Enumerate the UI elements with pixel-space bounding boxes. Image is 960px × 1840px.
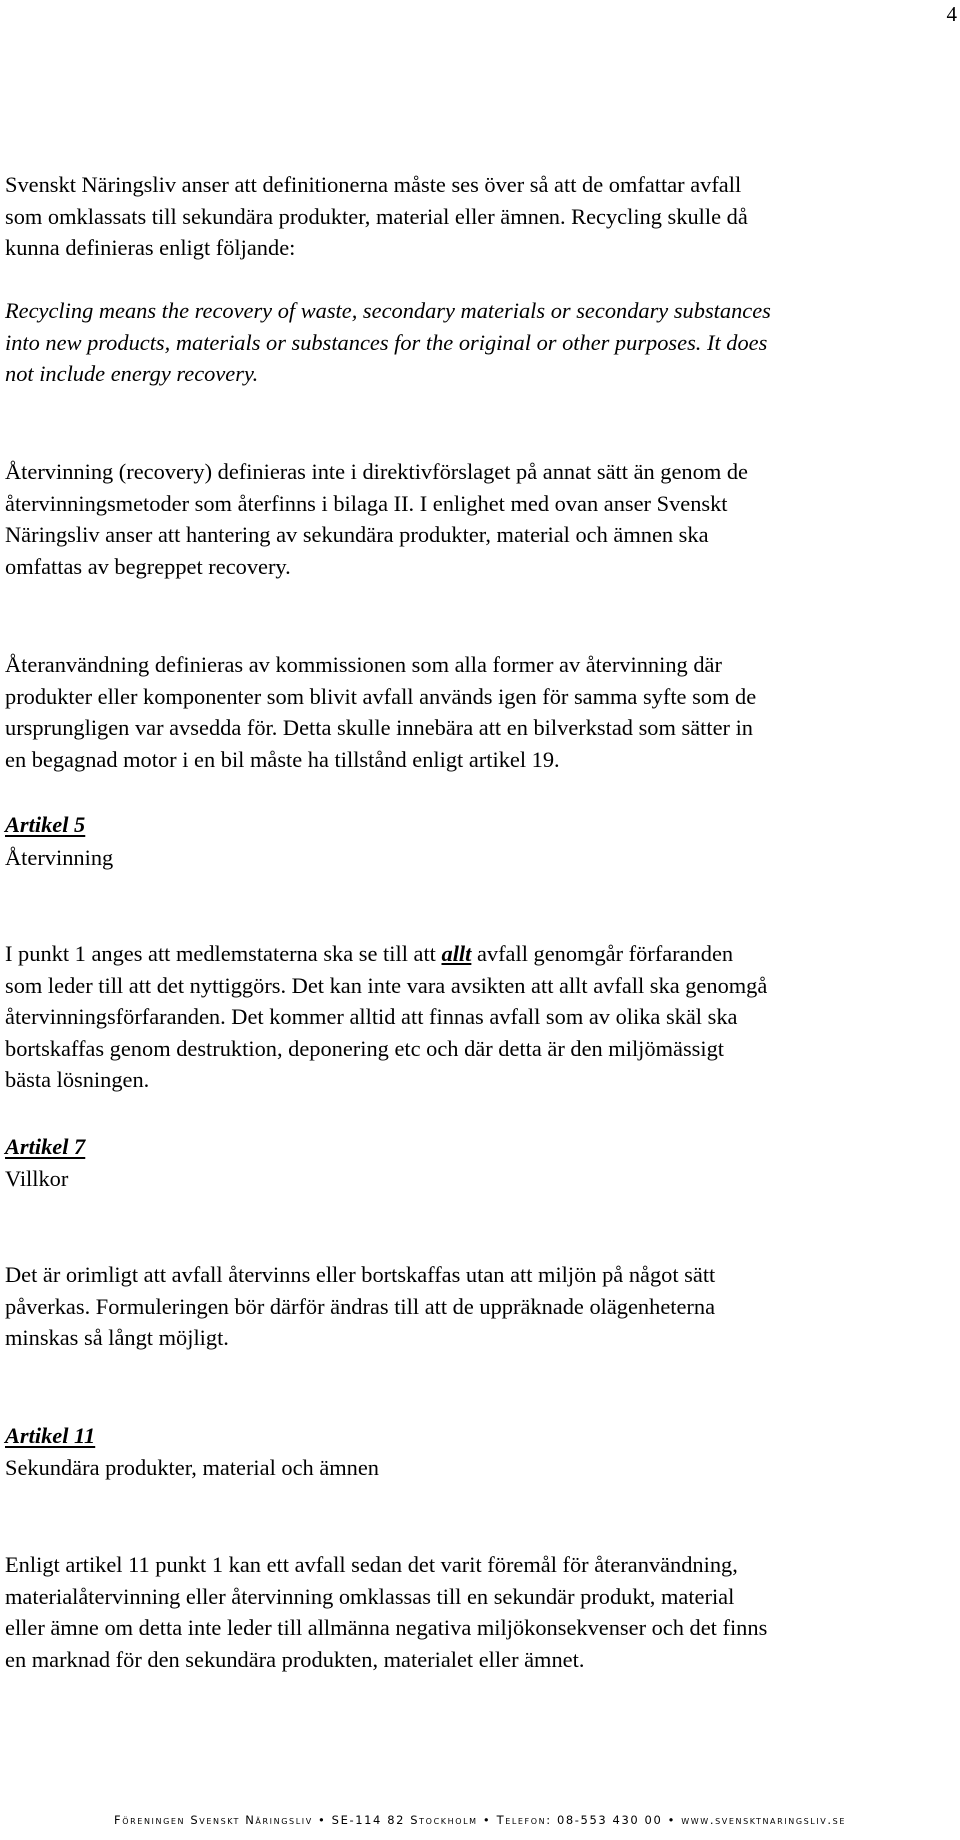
text-line: bortskaffas genom destruktion, deponering etc och där detta är den miljömässigt: [5, 1035, 725, 1061]
article-5-heading: Artikel 5: [5, 812, 86, 837]
paragraph-reuse: [5, 649, 953, 775]
text-line: omfattas av begreppet recovery.: [5, 553, 291, 579]
text-line: Svenskt Näringsliv anser att definitionerna måste ses över så att de omfattar avfall: [5, 172, 742, 197]
paragraph-article-5: [5, 938, 953, 1096]
article-7-heading: Artikel 7: [5, 1134, 86, 1159]
text-line: Det är orimligt att avfall återvinns eller bortskaffas utan att miljön på något sätt: [5, 1262, 716, 1287]
text-line: Recycling means the recovery of waste, secondary materials or secondary substances: [5, 298, 771, 323]
paragraph-recycling-definition: [5, 295, 953, 390]
paragraph-recovery: [5, 456, 953, 582]
article-5-subheading: Återvinning: [5, 845, 114, 870]
text-line: bästa lösningen.: [5, 1067, 150, 1092]
text-span: avfall genomgår förfaranden: [471, 941, 734, 966]
text-line: not include energy recovery.: [5, 361, 259, 386]
text-line: Återvinning (recovery) definieras inte i direktivförslaget på annat sätt än genom de: [5, 459, 748, 484]
text-line: påverkas. Formuleringen bör därför ändras till att de uppräknade olägenheterna: [5, 1293, 716, 1319]
text-line: produkter eller komponenter som blivit avfall används igen för samma syfte som de: [5, 683, 757, 709]
text-line: återvinningsförfaranden. Det kommer alltid att finnas avfall som av olika skäl ska: [5, 1004, 738, 1029]
page-footer: Föreningen Svenskt Näringsliv • SE-114 82 Stockholm • Telefon: 08-553 430 00 • www.svensktnaringsliv.se: [114, 1813, 846, 1827]
text-line: minskas så långt möjligt.: [5, 1325, 229, 1350]
text-line: en marknad för den sekundära produkten, materialet eller ämnet.: [5, 1646, 585, 1672]
paragraph-intro: [5, 169, 953, 264]
text-line: ursprungligen var avsedda för. Detta skulle innebära att en bilverkstad som sätter in: [5, 715, 753, 740]
article-11-subheading: Sekundära produkter, material och ämnen: [5, 1455, 380, 1480]
text-span: I punkt 1 anges att medlemstaterna ska se till att: [5, 941, 442, 966]
paragraph-article-11: [5, 1549, 953, 1675]
paragraph-article-7: [5, 1259, 953, 1354]
emphasis-allt: allt: [441, 941, 472, 966]
text-line: som omklassats till sekundära produkter, material eller ämnen. Recycling skulle då: [5, 203, 748, 229]
article-11-heading: Artikel 11: [5, 1423, 96, 1448]
text-line: Enligt artikel 11 punkt 1 kan ett avfall sedan det varit föremål för återanvändning,: [5, 1552, 738, 1577]
text-line: en begagnad motor i en bil måste ha tillstånd enligt artikel 19.: [5, 746, 560, 772]
text-line: återvinningsmetoder som återfinns i bilaga II. I enlighet med ovan anser Svenskt: [5, 490, 728, 516]
text-line: Näringsliv anser att hantering av sekundära produkter, material och ämnen ska: [5, 522, 709, 547]
article-7-subheading: Villkor: [5, 1166, 69, 1191]
text-line: eller ämne om detta inte leder till allmänna negativa miljökonsekvenser och det finns: [5, 1615, 768, 1640]
text-line: [5, 938, 953, 970]
text-line: into new products, materials or substances for the original or other purposes. It does: [5, 329, 768, 355]
page-number: 4: [946, 2, 957, 26]
text-line: materialåtervinning eller återvinning omklassas till en sekundär produkt, material: [5, 1583, 735, 1609]
text-line: som leder till att det nyttiggörs. Det kan inte vara avsikten att allt avfall ska genomgå: [5, 972, 768, 998]
text-line: kunna definieras enligt följande:: [5, 235, 296, 260]
text-line: Återanvändning definieras av kommissionen som alla former av återvinning där: [5, 652, 722, 677]
